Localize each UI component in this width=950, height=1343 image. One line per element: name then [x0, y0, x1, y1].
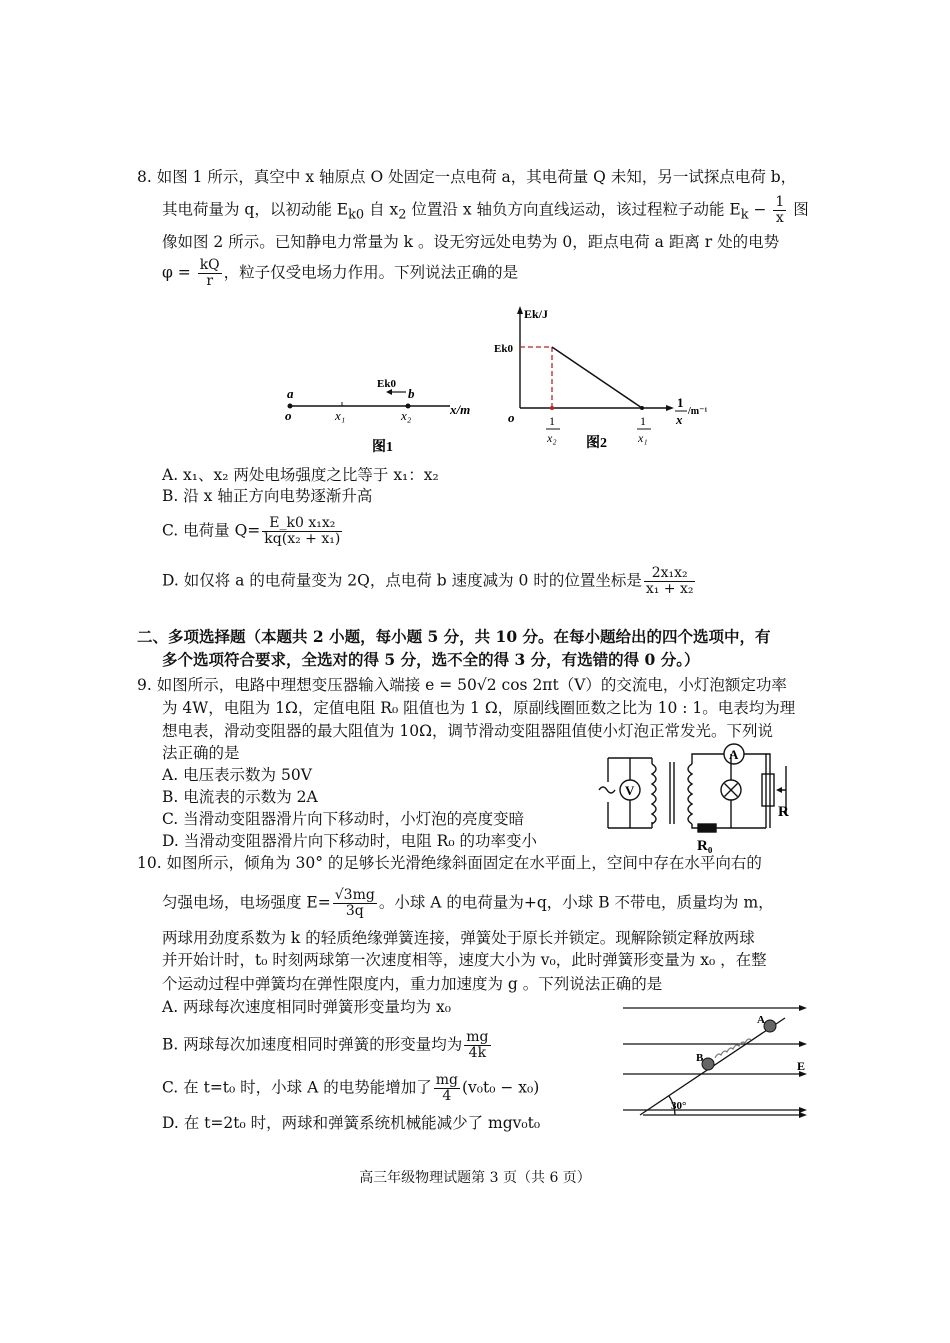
q8-line-1: 8. 如图 1 所示，真空中 x 轴原点 O 处固定一点电荷 a，其电荷量 Q 未知，另一试探点电荷 b，	[137, 168, 797, 186]
voltmeter-label: V	[625, 783, 635, 798]
q9-option-d: D. 当滑动变阻器滑片向下移动时，电阻 R₀ 的功率变小	[162, 832, 537, 850]
section2-heading-2: 多个选项符合要求，全选对的得 5 分，选不全的得 3 分，有选错的得 0 分。）	[162, 650, 700, 669]
fig2-y-label: Ek/J	[524, 307, 549, 321]
q9-line-4: 法正确的是	[162, 744, 240, 762]
q9-option-a: A. 电压表示数为 50V	[162, 766, 312, 784]
fig1-caption: 图1	[372, 440, 393, 455]
fig2-x-label: /m⁻¹	[688, 406, 708, 417]
svg-text:x₂: x₂	[547, 431, 557, 445]
q9-option-b: B. 电流表的示数为 2A	[162, 788, 318, 806]
svg-text:x₁: x₁	[638, 431, 648, 445]
label-x1: x₁	[335, 408, 346, 423]
q8-line-3: 像如图 2 所示。已知静电力常量为 k 。设无穷远处电势为 0，距点电荷 a 距离 r 处的电势	[162, 233, 780, 251]
label-xm: x/m	[450, 402, 471, 417]
q8-option-c: C. 电荷量 Q= $\frac{\text{E\_k0 x₁x₂}}{\text{kq(x₂ + x₁)}}$	[162, 515, 341, 547]
q10-option-d: D. 在 t=2t₀ 时，两球和弹簧系统机械能减少了 mgv₀t₀	[162, 1114, 541, 1132]
rheostat-label: R	[778, 804, 789, 820]
q10-option-b: B. 两球每次加速度相同时弹簧的形变量均为 $\frac{mg}{4k}$	[162, 1029, 489, 1061]
r0-label: R₀	[697, 838, 713, 854]
q8-option-d: D. 如仅将 a 的电荷量变为 2Q，点电荷 b 速度减为 0 时的位置坐标是 $\frac{\text{2x₁x₂}}{\text{x₁ + x₂}}$	[162, 565, 694, 597]
incline-diagram	[615, 1000, 815, 1125]
q10-line-4: 并开始计时，t₀ 时刻两球第一次速度相等，速度大小为 v₀，此时弹簧形变量为 x₀ ，在整	[162, 951, 767, 969]
q9-option-c: C. 当滑动变阻器滑片向下移动时，小灯泡的亮度变暗	[162, 810, 525, 828]
figure-2	[490, 300, 720, 460]
q9-line-2: 为 4W，电阻为 1Ω，定值电阻 R₀ 阻值也为 1 Ω，原副线圈匝数之比为 10 : 1。电表均为理	[162, 699, 796, 717]
angle-label: 30°	[671, 1100, 687, 1112]
section2-heading-1: 二、多项选择题（本题共 2 小题，每小题 5 分，共 10 分。在每小题给出的四个选项中，有	[137, 627, 771, 646]
q10-line-2: 匀强电场，电场强度 E= $\frac{√3mg}{3q}$ 。小球 A 的电荷量为+q，小球 B 不带电，质量均为 m，	[162, 887, 774, 919]
page-footer: 高三年级物理试题第 3 页（共 6 页）	[359, 1170, 591, 1186]
q9-line-3: 想电表，滑动变阻器的最大阻值为 10Ω，调节滑动变阻器阻值使小灯泡正常发光。下列说	[162, 722, 774, 740]
fig2-origin: o	[508, 410, 515, 425]
q10-line-5: 个运动过程中弹簧均在弹性限度内，重力加速度为 g 。下列说法正确的是	[162, 975, 663, 993]
frac-kq-over-r: $\frac{kQ}{r}$	[199, 257, 220, 289]
field-e-label: E	[797, 1059, 806, 1073]
svg-text:1: 1	[549, 414, 555, 428]
svg-text:1: 1	[677, 395, 684, 410]
q10-option-a: A. 两球每次速度相同时弹簧形变量均为 x₀	[162, 998, 451, 1016]
q10-line-3: 两球用劲度系数为 k 的轻质绝缘弹簧连接，弹簧处于原长并锁定。现解除锁定释放两球	[162, 929, 755, 947]
label-o: o	[285, 408, 292, 423]
q10-line-1: 10. 如图所示，倾角为 30° 的足够长光滑绝缘斜面固定在水平面上，空间中存在水平向右的	[137, 854, 762, 872]
label-ek0: Ek0	[377, 378, 396, 390]
label-b: b	[408, 386, 415, 401]
q8-line-4: φ = $\frac{kQ}{r}$ ，粒子仅受电场力作用。下列说法正确的是	[162, 257, 519, 289]
q8-option-b: B. 沿 x 轴正方向电势逐渐升高	[162, 487, 373, 505]
q10-option-c: C. 在 t=t₀ 时，小球 A 的电势能增加了 $\frac{mg}{4}$ (v₀t₀ − x₀)	[162, 1072, 540, 1104]
label-a: a	[287, 386, 294, 401]
figure-1	[280, 370, 480, 460]
label-x2: x₂	[401, 408, 412, 423]
ammeter-label: A	[729, 747, 739, 762]
q9-line-1: 9. 如图所示，电路中理想变压器输入端接 e = 50√2 cos 2πt（V）的交流电，小灯泡额定功率	[137, 676, 787, 694]
svg-text:1: 1	[640, 414, 646, 428]
fig2-ek0: Ek0	[494, 343, 513, 355]
svg-text:x: x	[676, 412, 683, 427]
circuit-diagram	[590, 742, 810, 854]
ball-b-label: B	[696, 1052, 704, 1064]
ball-a-label: A	[757, 1014, 765, 1026]
q8-option-a: A. x₁、x₂ 两处电场强度之比等于 x₁：x₂	[162, 466, 439, 484]
fig2-caption: 图2	[586, 436, 607, 451]
q8-line-2: 其电荷量为 q，以初动能 $E_{k0}$ 自 $x_2$ 位置沿 x 轴负方向直线运动，该过程粒子动能 $E_k$ − $\frac{1}{x}$ 图	[162, 194, 809, 226]
frac-one-over-x: $\frac{1}{x}$	[775, 194, 785, 226]
